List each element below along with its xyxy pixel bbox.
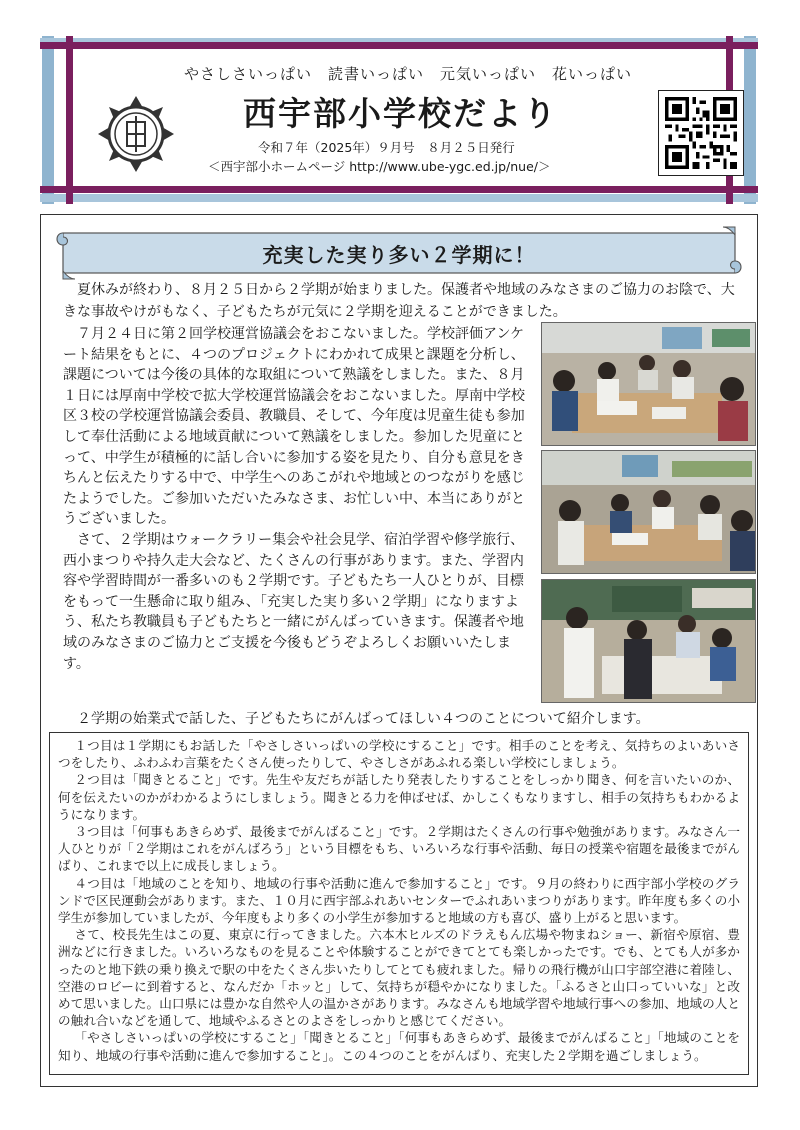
masthead bbox=[40, 36, 758, 204]
second-term-paragraph: さて、２学期はウォークラリー集会や社会見学、宿泊学習や修学旅行、西小まつりや持久走大会など、たくさんの行事があります。また、学習内容や学習時間が一番多いのも２学期です。子どもたち一人ひとりが、目標をもって一生懸命に取り組み、「充実した実り多い２学期」になりますよう、私たち教職員も子どもたちと一緒にがんばっていきます。保護者や地域のみなさまのご協力とご支援を今後もどうぞよろしくお願いいたします。 bbox=[63, 531, 525, 672]
point-4: ４つ目は「地域のことを知り、地域の行事や活動に進んで参加すること」です。９月の終わりに西宇部小学校のグランドで区民運動会があります。また、１０月に西宇部ふれあいセンターでふれあいまつりがあります。昨年度も多くの小学生が参加していましたが、今年度もより多くの小学生が参加すると地域の方も喜び、盛り上がると思います。 bbox=[58, 875, 740, 926]
homepage-link[interactable]: ＜西宇部小ホームページ http://www.ube-ygc.ed.jp/nue/＞ bbox=[208, 159, 551, 174]
point-1: １つ目は１学期にもお話した「やさしさいっぱいの学校にすること」です。相手のことを考え、気持ちのよいあいさつをしたり、ふわふわ言葉をたくさん使ったりして、やさしさがあふれる楽しい学校にしましょう。 bbox=[58, 738, 740, 771]
headline-title: 充実した実り多い２学期に！ bbox=[262, 243, 536, 267]
school-emblem-icon bbox=[96, 94, 176, 174]
point-2: ２つ目は「聞きとること」です。先生や友だちが話したり発表したりすることをしっかり聞き、何を言いたいのか、何を伝えたいのかがわかるようにしましょう。聞きとる力を伸ばせば、かしこくもなりますし、相手の気持ちもわかるようになります。 bbox=[58, 772, 740, 822]
closing-summary: 「やさしさいっぱいの学校にすること」「聞きとること」「何事もあきらめず、最後までがんばること」「地域のことを知り、地域の行事や活動に進んで参加すること」。この４つのことをがんばり、充実した２学期を過ごしましょう。 bbox=[58, 1030, 740, 1063]
school-motto: やさしさいっぱい 読書いっぱい 元気いっぱい 花いっぱい bbox=[183, 65, 632, 83]
meeting-photo-1 bbox=[541, 322, 756, 446]
meeting-photo-3 bbox=[541, 579, 756, 703]
meeting-photo-2 bbox=[541, 450, 756, 574]
bottom-blue-band bbox=[40, 194, 758, 202]
speech-box bbox=[49, 732, 749, 1075]
qr-code-icon[interactable] bbox=[658, 90, 744, 176]
masthead-content bbox=[78, 54, 720, 194]
left-blue-band bbox=[42, 36, 54, 204]
top-rail bbox=[40, 42, 758, 49]
tokyo-story: さて、校長先生はこの夏、東京に行ってきました。六本木ヒルズのドラえもん広場や物まねショー、新宿や原宿、豊洲などに行きました。いろいろなものを見ることや体験することができてとても楽しかったです。でも、とても人が多かったのと地下鉄の乗り換えで駅の中をたくさん歩いたりしてとても疲れました。帰りの飛行機が山口宇部空港に着陸し、空港のロビーに到着すると、なんだか「ホッと」して、気持ちが穏やかになりました。「ふるさと山口っていいな」と改めて思いました。山口県には豊かな自然や人の温かさがあります。みなさんも地域学習や地域行事への参加、地域の人との触れ合いなどを通して、地域やふるさとのよさをしっかりと感じてください。 bbox=[58, 927, 741, 1029]
headline-banner bbox=[53, 221, 745, 283]
issue-date: 令和７年（2025年）９月号 ８月２５日発行 bbox=[258, 140, 515, 155]
council-paragraph: ７月２４日に第２回学校運営協議会をおこないました。学校評価アンケート結果をもとに、４つのプロジェクトにわかれて成果と課題を分析し、課題については今後の具体的な取組について熟議をしました。また、８月１日には厚南中学校で拡大学校運営協議会をおこないました。厚南中学校区３校の学校運営協議会委員、教職員、そして、今年度は児童生徒も参加して奉仕活動による地域貢献について熟議をしました。参加した児童にとって、中学生が積極的に話し合いに参加する姿を見たり、自分も意見をきちんと伝えたりする中で、中学生へのあこがれや地域とのつながりを感じたようでした。ご参加いただいたみなさま、お忙しい中、本当にありがとうございました。 bbox=[63, 326, 525, 528]
right-blue-band bbox=[744, 36, 756, 204]
newsletter-title: 西宇部小学校だより bbox=[243, 94, 558, 133]
intro-paragraph: 夏休みが終わり、８月２５日から２学期が始まりました。保護者や地域のみなさまのご協力のお陰で、大きな事故やけがもなく、子どもたちが元気に２学期を迎えることができました。 bbox=[63, 282, 735, 320]
lead-sentence: ２学期の始業式で話した、子どもたちにがんばってほしい４つのことについて紹介します。 bbox=[77, 711, 650, 727]
article-column bbox=[63, 324, 535, 674]
point-3: ３つ目は「何事もあきらめず、最後までがんばること」です。２学期はたくさんの行事や勉強があります。みなさん一人ひとりが「２学期はこれをがんばろう」という目標をもち、いろいろな行事や活動、毎日の授業や宿題を最後までがんばり、これまで以上に成長しましょう。 bbox=[58, 824, 740, 874]
left-rail bbox=[66, 36, 73, 204]
main-article-frame bbox=[40, 214, 758, 1087]
